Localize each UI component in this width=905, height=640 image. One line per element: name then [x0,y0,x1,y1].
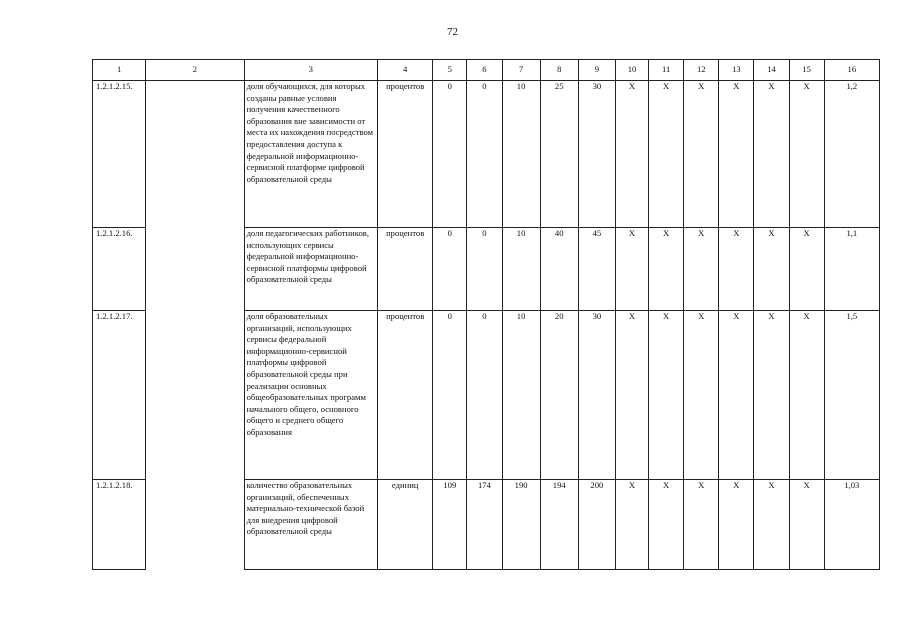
value-cell: 0 [433,311,467,480]
value-cell: X [615,311,648,480]
header-cell: 14 [754,60,789,81]
value-cell: 10 [502,228,540,311]
col2-cell [146,81,244,228]
value-cell: X [684,311,719,480]
value-cell: 109 [433,480,467,570]
value-cell: 30 [578,311,615,480]
row-number: 1.2.1.2.17. [93,311,146,480]
unit-cell: процентов [378,228,433,311]
table-row [93,480,880,570]
value-cell: X [684,81,719,228]
value-cell: X [649,81,684,228]
value-cell: X [649,480,684,570]
value-cell: 25 [540,81,578,228]
header-cell: 11 [649,60,684,81]
header-cell: 13 [719,60,754,81]
value-cell: X [789,311,824,480]
header-cell: 1 [93,60,146,81]
row-number: 1.2.1.2.15. [93,81,146,228]
value-cell: 20 [540,311,578,480]
value-cell: X [615,228,648,311]
value-cell: X [684,228,719,311]
table-row [93,228,880,311]
header-cell: 8 [540,60,578,81]
value-cell: 200 [578,480,615,570]
indicators-table [92,59,880,570]
value-cell: 10 [502,311,540,480]
value-cell: X [754,311,789,480]
value-cell: X [719,480,754,570]
header-cell: 12 [684,60,719,81]
indicator-description: количество образовательных организаций, обеспеченных материально-технической базой для внедрения цифровой образовательной среды [244,480,378,570]
page-number: 72 [447,26,458,38]
unit-cell: процентов [378,81,433,228]
row-number: 1.2.1.2.18. [93,480,146,570]
table-row [93,81,880,228]
value-cell: 0 [433,228,467,311]
value-cell: 0 [467,311,502,480]
header-cell: 16 [824,60,879,81]
value-cell: X [719,81,754,228]
col2-cell [146,311,244,480]
value-cell: 40 [540,228,578,311]
unit-cell: процентов [378,311,433,480]
value-cell: X [615,81,648,228]
row-number: 1.2.1.2.16. [93,228,146,311]
header-cell: 9 [578,60,615,81]
col2-cell [146,480,244,570]
header-cell: 4 [378,60,433,81]
value-cell: X [649,228,684,311]
indicator-description: доля обучающихся, для которых созданы равные условия получения качественного образования вне зависимости от места их нахождения посредством предоставления доступа к федеральной информационно-сервисной платформе цифровой образовательной среды [244,81,378,228]
value-cell: 0 [467,81,502,228]
header-cell: 10 [615,60,648,81]
indicator-description: доля педагогических работников, использующих сервисы федеральной информационно-сервисной платформы цифровой образовательной среды [244,228,378,311]
header-cell: 6 [467,60,502,81]
col2-cell [146,228,244,311]
table-row [93,311,880,480]
value-cell: 1,2 [824,81,879,228]
header-cell: 15 [789,60,824,81]
value-cell: 45 [578,228,615,311]
value-cell: X [684,480,719,570]
unit-cell: единиц [378,480,433,570]
value-cell: 194 [540,480,578,570]
value-cell: 1,1 [824,228,879,311]
value-cell: 1,5 [824,311,879,480]
header-row [93,60,880,81]
value-cell: X [789,81,824,228]
value-cell: X [754,228,789,311]
header-cell: 2 [146,60,244,81]
value-cell: 0 [433,81,467,228]
value-cell: X [649,311,684,480]
value-cell: X [789,480,824,570]
value-cell: X [754,81,789,228]
value-cell: 1,03 [824,480,879,570]
value-cell: X [615,480,648,570]
value-cell: 190 [502,480,540,570]
header-cell: 5 [433,60,467,81]
header-cell: 7 [502,60,540,81]
value-cell: X [754,480,789,570]
header-cell: 3 [244,60,378,81]
value-cell: 10 [502,81,540,228]
value-cell: X [719,228,754,311]
value-cell: 174 [467,480,502,570]
value-cell: X [719,311,754,480]
value-cell: X [789,228,824,311]
indicator-description: доля образовательных организаций, использующих сервисы федеральной информационно-сервисной платформы цифровой образовательной среды при реализации основных общеобразовательных программ начального общего, основного общего и среднего общего образования [244,311,378,480]
value-cell: 30 [578,81,615,228]
value-cell: 0 [467,228,502,311]
